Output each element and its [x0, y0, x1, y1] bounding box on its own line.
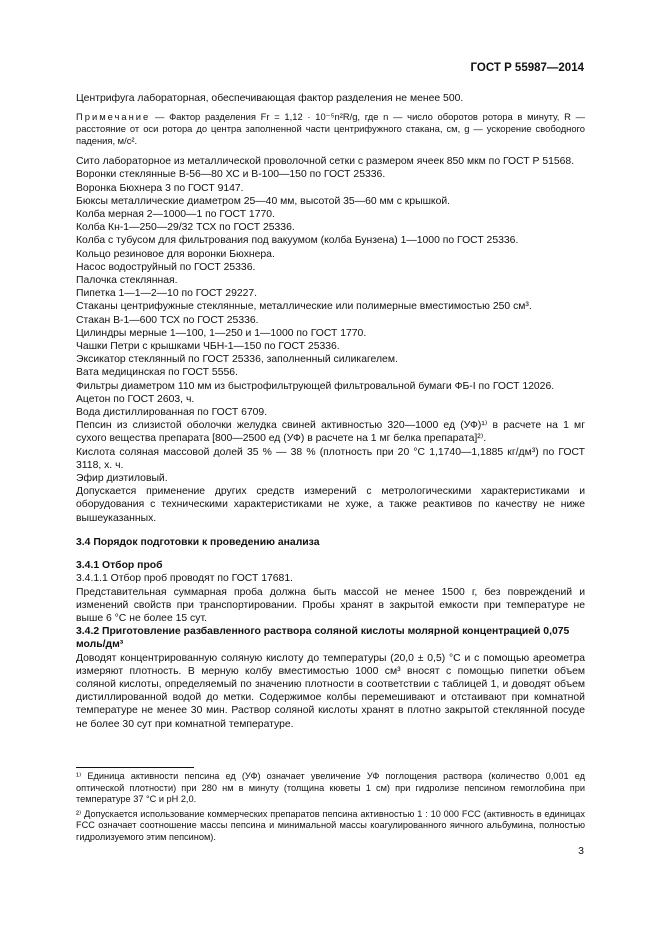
list-item: Колба мерная 2—1000—1 по ГОСТ 1770.	[76, 209, 275, 221]
note-text: — Фактор разделения Fr = 1,12 · 10⁻⁵n²R/g, где n — число оборотов ротора в минуту, R — расстояние от оси ротора до центра заполненной части центрифужного стакана, см, g — ускорение свободного падения, м/с².	[76, 111, 585, 147]
paragraph-3-4-2: Доводят концентрированную соляную кислоту до температуры (20,0 ± 0,5) °С и с помощью ареометра измеряют плотность. В мерную колбу вместимостью 1000 см³ вносят с помощью пипетки объем соляной кислоты, определяемый по значению плотности в соответствии с таблицей 1, и доводят объем дистиллированной водой до метки. Содержимое колбы перемешивают и отстаивают при комнатной температуре не менее 30 мин. Раствор соляной кислоты хранят в плотно закрытой стеклянной посуде не более 30 сут при комнатной температуре.	[76, 652, 585, 730]
note	[76, 111, 585, 147]
list-item: Вата медицинская по ГОСТ 5556.	[76, 367, 238, 379]
list-item: Допускается применение других средств измерений с метрологическими характеристиками и оборудования с техническими характеристиками не хуже, а также реактивов по качеству не ниже вышеуказанных.	[76, 486, 585, 524]
list-item: Эфир диэтиловый.	[76, 473, 168, 485]
list-item: Бюксы металлические диаметром 25—40 мм, высотой 35—60 мм с крышкой.	[76, 195, 451, 207]
paragraph-3-4-1-1: 3.4.1.1 Отбор проб проводят по ГОСТ 17681.	[76, 573, 293, 585]
list-item: Чашки Петри с крышками ЧБН-1—150 по ГОСТ 25336.	[76, 341, 340, 353]
document-id: ГОСТ Р 55987—2014	[470, 62, 584, 74]
list-item: Вода дистиллированная по ГОСТ 6709.	[76, 407, 268, 419]
list-item: Фильтры диаметром 110 мм из быстрофильтрующей фильтровальной бумаги ФБ-I по ГОСТ 12026.	[76, 380, 555, 392]
list-item: Сито лабораторное из металлической проволочной сетки с размером ячеек 850 мкм по ГОСТ Р 51568.	[76, 156, 575, 168]
list-item: Стаканы центрифужные стеклянные, металлические или полимерные вместимостью 250 см³.	[76, 301, 532, 313]
list-item: Воронка Бюхнера 3 по ГОСТ 9147.	[76, 182, 244, 194]
list-item: Воронки стеклянные В-56—80 ХС и В-100—150 по ГОСТ 25336.	[76, 169, 386, 181]
footnote-2: ²⁾ Допускается использование коммерческих препаратов пепсина активностью 1 : 10 000 FCC (активность в единицах FCC означает соотношение массы пепсина и минимальной массы коагулированного яичного альбумина, полностью гидролизуемого этим пепсином).	[76, 808, 585, 842]
paragraph-sample: Представительная суммарная проба должна быть массой не менее 1500 г, без повреждений и изменений свойств при транспортировании. Пробы хранят в закрытой емкости при температуре не выше 6 °С не более 15 сут.	[76, 586, 585, 624]
section-heading-3-4: 3.4 Порядок подготовки к проведению анализа	[76, 536, 320, 548]
section-heading-3-4-2: 3.4.2 Приготовление разбавленного раствора соляной кислоты молярной концентрацией 0,075 моль/дм³	[76, 626, 570, 651]
page-number: 3	[578, 845, 584, 857]
list-item: Кислота соляная массовой долей 35 % — 38 % (плотность при 20 °С 1,1740—1,1885 кг/дм³) по ГОСТ 3118, х. ч.	[76, 446, 585, 471]
list-item: Пепсин из слизистой оболочки желудка свиней активностью 320—1000 ед (УФ)¹⁾ в расчете на 1 мг сухого вещества препарата [800—2500 ед (УФ) в расчете на 1 мг белка препарата]²⁾.	[76, 420, 585, 445]
list-item: Насос водоструйный по ГОСТ 25336.	[76, 261, 256, 273]
footnote-divider	[76, 767, 194, 768]
list-item: Палочка стеклянная.	[76, 275, 178, 287]
list-item: Кольцо резиновое для воронки Бюхнера.	[76, 248, 275, 260]
list-item: Ацетон по ГОСТ 2603, ч.	[76, 393, 195, 405]
list-item: Пипетка 1—1—2—10 по ГОСТ 29227.	[76, 288, 258, 300]
note-label: Примечание	[76, 111, 151, 123]
list-item: Колба с тубусом для фильтрования под вакуумом (колба Бунзена) 1—1000 по ГОСТ 25336.	[76, 235, 519, 247]
list-item: Цилиндры мерные 1—100, 1—250 и 1—1000 по ГОСТ 1770.	[76, 327, 367, 339]
list-item: Эксикатор стеклянный по ГОСТ 25336, заполненный силикагелем.	[76, 354, 398, 366]
document-body	[76, 92, 585, 731]
footnotes	[76, 771, 585, 844]
list-item: Стакан В-1—600 ТСХ по ГОСТ 25336.	[76, 314, 259, 326]
paragraph-centrifuge: Центрифуга лабораторная, обеспечивающая фактор разделения не менее 500.	[76, 93, 464, 104]
section-heading-3-4-1: 3.4.1 Отбор проб	[76, 560, 163, 572]
list-item: Колба Кн-1—250—29/32 ТСХ по ГОСТ 25336.	[76, 222, 295, 234]
footnote-1: ¹⁾ Единица активности пепсина ед (УФ) означает увеличение УФ поглощения раствора (количество 0,001 ед оптической плотности) при 280 нм в минуту (толщина кюветы 1 см) при гидролизе пепсином гемоглобина при температуре 37 °С и pH 2,0.	[76, 771, 585, 805]
